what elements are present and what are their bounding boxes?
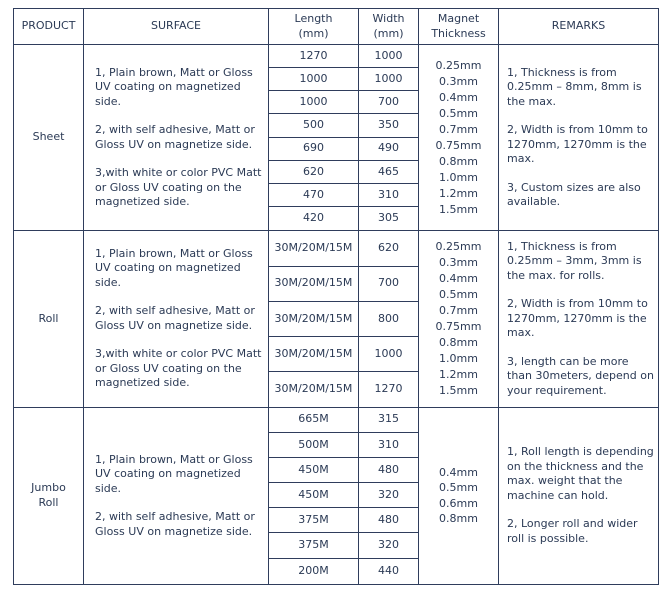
sheet-width-1: 1000 xyxy=(359,45,419,68)
sheet-surface-3: 3,with white or color PVC Matt or Gloss UV coating on the magnetized side. xyxy=(95,166,262,209)
roll-width-1: 620 xyxy=(359,231,419,266)
jumbo-width-5: 480 xyxy=(359,508,419,533)
sheet-thickness-9: 1.2mm xyxy=(439,186,478,200)
roll-thickness-8: 1.0mm xyxy=(439,351,478,365)
roll-width-2: 700 xyxy=(359,266,419,301)
jumbo-width-6: 320 xyxy=(359,533,419,558)
jumbo-product xyxy=(14,407,84,584)
sheet-thickness-5: 0.7mm xyxy=(439,122,478,136)
jumbo-thickness xyxy=(419,407,499,584)
jumbo-length-5: 375M xyxy=(269,508,359,533)
sheet-thickness-4: 0.5mm xyxy=(439,106,478,120)
header-magnet-line1: Magnet xyxy=(437,12,480,25)
sheet-remark-1: 1, Thickness is from 0.25mm – 8mm, 8mm is the max. xyxy=(507,65,642,108)
sheet-thickness-10: 1.5mm xyxy=(439,202,478,216)
jumbo-surface-2: 2, with self adhesive, Matt or Gloss UV on magnetize side. xyxy=(95,510,255,538)
sheet-product: Sheet xyxy=(14,45,84,231)
sheet-surface-2: 2, with self adhesive, Matt or Gloss UV on magnetize side. xyxy=(95,123,255,151)
roll-thickness-1: 0.25mm xyxy=(435,239,482,253)
jumbo-thickness-2: 0.5mm xyxy=(439,481,478,495)
jumbo-thickness-4: 0.8mm xyxy=(439,512,478,526)
sheet-width-3: 700 xyxy=(359,91,419,114)
roll-width-4: 1000 xyxy=(359,337,419,372)
jumbo-width-1: 315 xyxy=(359,407,419,432)
header-product: PRODUCT xyxy=(14,9,84,45)
spec-table xyxy=(13,8,659,585)
jumbo-surface-1: 1, Plain brown, Matt or Gloss UV coating on magnetized side. xyxy=(95,452,253,495)
header-row xyxy=(14,9,659,45)
roll-length-3: 30M/20M/15M xyxy=(269,301,359,336)
jumbo-length-7: 200M xyxy=(269,558,359,584)
sheet-length-7: 470 xyxy=(269,183,359,206)
header-length xyxy=(269,9,359,45)
roll-length-5: 30M/20M/15M xyxy=(269,372,359,407)
roll-thickness-10: 1.5mm xyxy=(439,383,478,397)
jumbo-product-line2: Roll xyxy=(38,495,59,509)
sheet-thickness-7: 0.8mm xyxy=(439,154,478,168)
jumbo-thickness-3: 0.6mm xyxy=(439,496,478,510)
jumbo-width-2: 310 xyxy=(359,432,419,457)
sheet-thickness-8: 1.0mm xyxy=(439,170,478,184)
sheet-surface-1: 1, Plain brown, Matt or Gloss UV coating on magnetized side. xyxy=(95,65,253,108)
sheet-remark-2: 2, Width is from 10mm to 1270mm, 1270mm is the max. xyxy=(507,123,648,166)
header-width-line2: (mm) xyxy=(373,26,404,40)
sheet-length-5: 690 xyxy=(269,137,359,160)
sheet-length-6: 620 xyxy=(269,160,359,183)
jumbo-length-6: 375M xyxy=(269,533,359,558)
roll-thickness-7: 0.8mm xyxy=(439,335,478,349)
header-width-line1: Width xyxy=(372,12,405,25)
roll-thickness-9: 1.2mm xyxy=(439,367,478,381)
roll-surface-3: 3,with white or color PVC Matt or Gloss UV coating on the magnetized side. xyxy=(95,347,262,390)
sheet-width-4: 350 xyxy=(359,114,419,137)
jumbo-surface xyxy=(84,407,269,584)
sheet-width-2: 1000 xyxy=(359,68,419,91)
sheet-length-8: 420 xyxy=(269,207,359,231)
roll-surface-2: 2, with self adhesive, Matt or Gloss UV on magnetize side. xyxy=(95,304,255,332)
roll-remarks xyxy=(499,231,659,407)
roll-remark-3: 3, length can be more than 30meters, depend on your requirement. xyxy=(507,354,654,397)
roll-row-1 xyxy=(14,231,659,266)
sheet-width-6: 465 xyxy=(359,160,419,183)
roll-length-2: 30M/20M/15M xyxy=(269,266,359,301)
header-surface: SURFACE xyxy=(84,9,269,45)
sheet-surface xyxy=(84,45,269,231)
roll-product: Roll xyxy=(14,231,84,407)
roll-surface-1: 1, Plain brown, Matt or Gloss UV coating on magnetized side. xyxy=(95,246,253,289)
roll-remark-2: 2, Width is from 10mm to 1270mm, 1270mm is the max. xyxy=(507,297,648,340)
roll-surface xyxy=(84,231,269,407)
roll-thickness-6: 0.75mm xyxy=(435,319,482,333)
jumbo-width-7: 440 xyxy=(359,558,419,584)
sheet-row-1 xyxy=(14,45,659,68)
jumbo-thickness-1: 0.4mm xyxy=(439,465,478,479)
roll-thickness-5: 0.7mm xyxy=(439,303,478,317)
header-magnet-thickness xyxy=(419,9,499,45)
header-length-line2: (mm) xyxy=(298,26,329,40)
jumbo-remarks xyxy=(499,407,659,584)
sheet-remarks xyxy=(499,45,659,231)
sheet-length-1: 1270 xyxy=(269,45,359,68)
sheet-length-2: 1000 xyxy=(269,68,359,91)
header-length-line1: Length xyxy=(294,12,333,25)
sheet-remark-3: 3, Custom sizes are also available. xyxy=(507,180,641,209)
jumbo-length-1: 665M xyxy=(269,407,359,432)
roll-thickness-4: 0.5mm xyxy=(439,287,478,301)
jumbo-length-3: 450M xyxy=(269,457,359,482)
sheet-thickness-1: 0.25mm xyxy=(435,58,482,72)
roll-thickness-3: 0.4mm xyxy=(439,271,478,285)
sheet-width-5: 490 xyxy=(359,137,419,160)
jumbo-remark-2: 2, Longer roll and wider roll is possible. xyxy=(507,517,638,545)
header-remarks: REMARKS xyxy=(499,9,659,45)
jumbo-product-line1: Jumbo xyxy=(31,481,66,495)
jumbo-length-2: 500M xyxy=(269,432,359,457)
sheet-thickness xyxy=(419,45,499,231)
roll-length-1: 30M/20M/15M xyxy=(269,231,359,266)
sheet-width-8: 305 xyxy=(359,207,419,231)
roll-thickness xyxy=(419,231,499,407)
jumbo-row-1 xyxy=(14,407,659,432)
sheet-thickness-3: 0.4mm xyxy=(439,90,478,104)
header-magnet-line2: Thickness xyxy=(431,26,486,40)
sheet-width-7: 310 xyxy=(359,183,419,206)
roll-width-5: 1270 xyxy=(359,372,419,407)
roll-width-3: 800 xyxy=(359,301,419,336)
header-width xyxy=(359,9,419,45)
jumbo-remark-1: 1, Roll length is depending on the thickness and the max. weight that the machine can hold. xyxy=(507,445,654,502)
jumbo-width-4: 320 xyxy=(359,483,419,508)
sheet-length-3: 1000 xyxy=(269,91,359,114)
jumbo-width-3: 480 xyxy=(359,457,419,482)
roll-thickness-2: 0.3mm xyxy=(439,255,478,269)
roll-remark-1: 1, Thickness is from 0.25mm – 3mm, 3mm is the max. for rolls. xyxy=(507,239,642,282)
sheet-thickness-6: 0.75mm xyxy=(435,138,482,152)
sheet-length-4: 500 xyxy=(269,114,359,137)
jumbo-length-4: 450M xyxy=(269,483,359,508)
roll-length-4: 30M/20M/15M xyxy=(269,337,359,372)
sheet-thickness-2: 0.3mm xyxy=(439,74,478,88)
